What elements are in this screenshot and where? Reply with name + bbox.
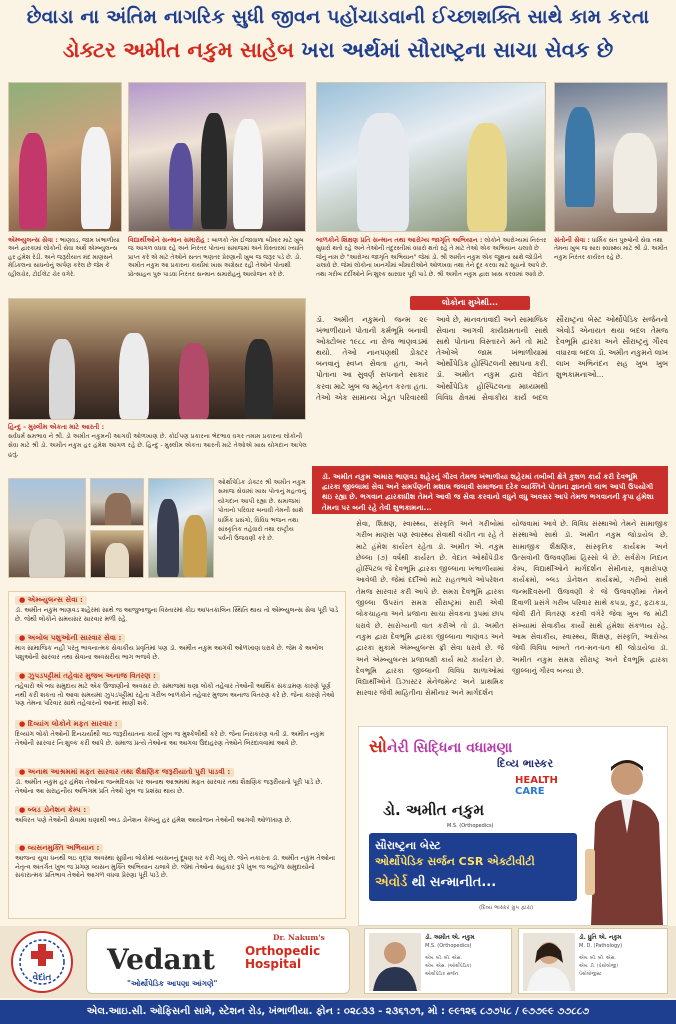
service-title: અબોલ પશુઓની સારવાર સેવા : <box>27 633 122 642</box>
award-line-2: ઓર્થોપેડિક સર્જન CSR એક્ટીવીટી <box>375 855 535 868</box>
award-title-big: સો <box>369 737 388 757</box>
service-title: વ્યસનમુક્તિ અભિયાન : <box>27 843 100 852</box>
caption-students <box>128 236 308 294</box>
doctor-2-avatar <box>523 933 575 991</box>
caption-education-title: બાળકોને શિક્ષણ પ્રતિ સન્માન તથા આરોગ્ય જાગૃતિ અભિયાન : <box>316 236 483 244</box>
caption-education-text: લોકોને આરોગ્યમાં નિરંતર સુધારો થતો રહે અને તેઓની તંદુરસ્તીમાં વધારો થતો રહે તે માટે તેઓ એક અભિયાન ચલાવે છે જેનું નામ છે "આરોગ્ય જાગૃતિ અભિયાન" જેમાં ડો. શ્રી અમીત નકુમ એક જૂથના સાથે જોડીને ચલાવે છે. જેમાં લોકોના ખાનગીમાં બીમારીઓને ઓળખવા તથા તેને દૂર કરવા માટે સૂચનો આપે છે. તથા ગરીબ દર્દીઓને નિઃશુલ્ક સારવાર પૂરી પાડે છે. શ્રી અમીત નકુમ દ્વારા ખાસ કરવામાં આવે છે. <box>316 237 548 278</box>
hospital-name: Vedant <box>107 943 215 976</box>
service-text: ડૉ. અમીત નકુમ ભાણવડ શહેરમાં સાથે જ આજુબાજુના વિસ્તારમાં કોઇ આપતકાલિન સ્થિતિ થાય તો એમ્બ્યુલન્સ સેવા પૂરી પાડે છે. જેથી લોકોને સમયસર સારવાર મળી રહે. <box>15 605 339 623</box>
hospital-type <box>245 945 320 971</box>
hospital-tagline: "ઓર્થોપેડિક આપણા આંગણે" <box>127 979 218 988</box>
caption-students-text: બાળકો તેમ ઈજાવાળા બીમાર માટે ખુબ જ આગળ વધવા રહે અને નિરંતર પોતાના સમાજમાં અને વિસ્તારમાં ખ્યાતિ પ્રાપ્ત કરે એ માટે તેઓને સતત ભણતર પ્રેરણાની ખુબ જ જરૂર પડે છે. ડો. અમીત નકુમ આ પ્રકારના કાર્યોમાં ખાસ અગ્રેસર રહી તેઓને પોતાથી પ્રોત્સાહન પુરું પાડવા નિરંતર સન્માન સમારોહનું આયોજન કરે છે. <box>128 237 304 278</box>
award-credit: (દિવ્ય ભાસ્કર ગ્રુપ દ્વારા) <box>479 905 534 911</box>
caption-unity <box>8 423 308 473</box>
doctor-card-2 <box>518 928 668 994</box>
caption-ambulance <box>8 236 124 294</box>
service-orphanage: ● અનાથ આશ્રમમાં મફત સારવાર તથા શૈક્ષણિક જરૂરીયાતો પુરી પાડવી : ડૉ. અમીત નકુમ હર હંમેશ તેઓના જન્મદિવસ પર અનાથ આશ્રમમાં મફત સારવાર તથા શૈક્ષણિક જરૂરીયાતો પૂરી પાડે છે. તેઓના આ સરાહનીય અભિગમ પ્રતિ તેઓ ખુબ જ પ્રશંસા થાય છે. <box>15 767 323 795</box>
service-text: તહેવારો એ બધ સમુદાય માટે એક ઉજાણીનો અવસર છે. સમાજમાં ઘણા લોકો તહેવાર તેઓની આર્થિક સંકડામણ કારણે પૂર્ણ નથી કરી શકતા તો આવા સમયમાં ઝુપડપટ્ટીમાં રહેતા ગરીબ બાળકોને તહેવાર મુજબ અનાજ વિતરણ કરે છે. જેના કારણે તેઓ પણ તેમના પરિવાર સાથે તહેવારનો આનંદ માણી શકે. <box>15 681 335 708</box>
photo-saints-service <box>554 82 668 232</box>
care-label: CARE <box>515 786 545 797</box>
photo-unity-aarti <box>8 298 306 420</box>
doctor-1-line: એમ. એસ. (ઓર્થોપેડિક) <box>425 964 472 969</box>
health-label: HEALTH <box>515 775 558 786</box>
award-word: એવોર્ડ <box>375 875 408 890</box>
hospital-word: Hospital <box>245 957 302 971</box>
award-line-3 <box>375 875 496 890</box>
doctor-1-avatar <box>369 933 421 991</box>
service-text: દિવ્યાંગ લોકો તેઓની દિનચર્યાથી લઇ જરૂરીયાતના કાર્યો ખુબ જ મુશ્કેલીથી કરે છે. જેના નિરાકરણ વતી ડૉ. અમીત નકુમ તેઓની સારવાર નિઃશુલ્ક કરી આપે છે. સમાજ પ્રત્યે તેઓના આ આગવા ઉદાહરણ તેઓને બિરદાવવામાં આવે છે. <box>15 729 325 747</box>
photo-ambulance <box>8 82 122 232</box>
doctor-1-degree: M.S. (Orthopedics) <box>425 943 472 949</box>
newspaper-logo: દિવ્ય ભાસ્કર <box>497 757 554 770</box>
caption-saints-text: ધાર્મિક સંત પુરુષોની સેવા તથા તેમના ખુબ જ સારા સ્વાસ્થ્ય માટે શ્રી ડો. અમીત નકુમ નિરંતર કાર્યરત રહે છે. <box>554 237 668 261</box>
headline-doctor-name: ડોક્ટર અમીત નકુમ સાહેબ <box>62 38 294 62</box>
service-text: અવિરત પણે તેઓની સેવામાં ઘણાથી બ્લડ ડોનેશન કેમ્પનું હર હંમેશ આયોજન તેઓની આગવી ઓળખાણ છે. <box>15 815 292 824</box>
photo-education-awareness <box>316 82 546 232</box>
headline-line-2 <box>0 38 676 63</box>
doctor-card-1 <box>364 928 512 994</box>
headline-subtitle: ખરા અર્થમાં સૌરાષ્ટ્રના સાચા સેવક છે <box>301 38 614 62</box>
service-ambulance: ● એમ્બ્યુલન્સ સેવા : ડૉ. અમીત નકુમ ભાણવડ શહેરમાં સાથે જ આજુબાજુના વિસ્તારમાં કોઇ આપતકાલિન સ્થિતિ થાય તો એમ્બ્યુલન્સ સેવા પૂરી પાડે છે. જેથી લોકોને સમયસર સારવાર મળી રહે. <box>15 595 339 623</box>
caption-saints <box>554 236 668 294</box>
doctor-2-line: એમ. ડી. (પેથોલોજી) <box>579 964 619 969</box>
body-column-1: સેવા, શિક્ષણ, સ્વાસ્થ્ય, સંસ્કૃતિ અને ગરીબોમાં ગરીબ માણસ પણ સ્વાસ્થ્ય સેવાથી વંચીત ના રહે તે માટે હંમેશ કાર્યરત રહેતા ડૉ. અમીત એ. નકુમ છેલ્લા (૭) વર્ષથી કાર્યરત છે. વેદાંત ઓર્થોપેડીક હોસ્પિટલ જે દેવભૂમિ દ્વારકા જીલ્લાના ખંભાળીયામાં આવેલી છે. જેમાં દર્દીઓ માટે રાહતભાવે ઓપરેશન તેમજ સારવાર કરી આપે છે. સમગ્ર દેવભૂમિ દ્વારકા જીલ્લા ઉપરાંત સમગ્ર સૌરાષ્ટ્રમાં સારી એવી લોકચાહના અને પ્રજાના સાચા સેવકના રૂપમાં છાપ ધરાવે છે. સારોગ્યની વાત કરીએ તો ડૉ. અમીત નકુમ દ્વારા દેવભૂમિ દ્વારકા જીલ્લાના ભાણવડ અને દ્વારકા મુકામે એમ્બ્યુલન્સ ફ્રી સેવા ધરાવે છે. જે અને એમ્બ્યુલન્સ પ્રજાલક્ષી કાર્ય માટે કાર્યરત છે. દેવભૂમિ દ્વારકા જીલ્લાની વિવિધ શાળાઓમાં વિદ્યાર્થીઓને ડિઝાસ્ટર મેનેજમેન્ટ અને પ્રાથમિક સારવાર જેવી માહિતીના સેમીનાર અને માર્ગદર્શન <box>356 519 504 698</box>
caption-education <box>316 236 548 294</box>
red-wishes-banner: ડૉ. અમીત નકુમ અમારા ભાણવડ શહેરનું ગૌરવ તેમજ ખંભાળીયા શહેરમાં તબીબી ક્ષેત્રે કુશળ કાર્ય કરી દેવભૂમિ દ્વારકા જીલ્લામાં સેવા અને સમર્પણની મશાલ જલાવી સમાજના દરેક વ્યક્તિને પોતાના જ્ઞાનનો લાભ આપી ઉપયોગી થઇ રહ્યા છે. ભગવાન દ્વારકાધીશ તેમને આવી જ સેવા કરવાનો વધુને વધુ અવસર આપે તેમજ ભગવાનની કૃપા હંમેશા તેમના પર બની રહે તેવી શુભકામના... <box>312 466 668 514</box>
doctor-2-degree: M. D. (Pathology) <box>579 943 623 949</box>
caption-religious-text: ઓર્થોપેડિક ડોક્ટર શ્રી અમીત નકુમ સમાજ સેવામાં ખાસ પોતાનું મહત્વનું યોગદાન આપી રહ્યા છે. સમાજમાં પોતાનો પરિવાર બનાવી તેમની સાથે ધાર્મિક પ્રસંગો, વિવિધ ભજન તથા સાંસ્કૃતિક તહેવારો તથા રાષ્ટ્રીય પર્વની ઉજવણી કરે છે. <box>218 479 307 543</box>
award-line-1: સૌરાષ્ટ્રના બેસ્ટ <box>375 839 441 852</box>
service-title: એમ્બ્યુલન્સ સેવા : <box>27 595 83 604</box>
vedant-emblem-logo <box>8 930 76 994</box>
health-care-logo <box>515 775 558 797</box>
photo-religious-3 <box>148 478 214 578</box>
award-honored: થી સન્માનીત... <box>407 875 497 890</box>
award-title <box>369 737 512 757</box>
award-title-rest: નેરી સિદ્ધિના વધામણા <box>387 740 513 756</box>
caption-unity-title: હિન્દુ - મુસ્લીમ એકતા માટે આરતી : <box>8 423 105 431</box>
doctor-1-line: ઓર્થોપેડિક સર્જન <box>425 972 459 977</box>
award-doctor-degree: M.S. (Orthopedics) <box>447 823 494 829</box>
service-title: દિવ્યાંગ લોકોને મફત સારવાર : <box>27 719 118 728</box>
doctor-1-name: ડૉ. અમીત એ. નકુમ <box>425 935 475 941</box>
caption-students-title: વિદ્યાર્થીઓને સન્માન સમારોહ : <box>128 236 210 244</box>
section-ribbon: લોકોના મુખેથી... <box>410 296 530 310</box>
service-title: અનાથ આશ્રમમાં મફત સારવાર તથા શૈક્ષણિક જરૂરીયાતો પુરી પાડવી : <box>27 767 231 776</box>
service-text: ડૉ. અમીત નકુમ હર હંમેશ તેઓના જન્મદિવસ પર અનાથ આશ્રમમાં મફત સારવાર તથા શૈક્ષણિક જરૂરીયાતો પૂરી પાડે છે. તેઓના આ સરાહનીય અભિગમ પ્રતિ તેઓ ખુબ જ પ્રશંસા થાય છે. <box>15 777 323 795</box>
emblem-text: વેદાંત <box>32 973 52 983</box>
doctor-2-name: ડૉ. ધ્રુતિ એ. નકુમ <box>579 935 622 941</box>
service-title: ઝુપડપટ્ટીમાં તહેવાર મુજબ અનાજ વિતરણ : <box>27 671 156 680</box>
photo-religious-4 <box>90 530 144 578</box>
photo-religious-1 <box>8 478 86 578</box>
award-doctor-name: ડો. અમીત નકુમ <box>383 801 485 819</box>
footer-address: એલ.આઇ.સી. ઓફિસની સામે, સ્ટેશન રોડ, ખંભાળીયા. ફોન : ૦૨૮૩૩ - ૨૩૬૧૭૧, મો : ૯૯૧૨૬ ૮૭૭૫૮ / ૯૭૭૯૯ ૭૭૮૮૭ <box>0 1000 676 1024</box>
service-title: બ્લડ ડોનેશન કેમ્પ : <box>27 805 87 814</box>
service-text: માત્ર સામાજિક નહી પરંતુ ભાવનાત્મક સેવાકીય પ્રવૃતિમાં પણ ડૉ. અમીત નકુમ આગવી ઓળખાણ ધરાવે છે. જેમ કે અબોલ પશુઓની સારવાર તથા સેવાના અવસરીય ભાગ ભજવે છે. <box>15 643 324 661</box>
service-text: આજના યુવા ધનથી લઇ વૃદ્ધા અવસ્થા સુધીના લોકોમાં વ્યસનનું દૂષણ ઘર કરી ગયું છે. જેને નકારતા ડૉ. અમીત નકુમ તેઓના નેતૃત્વ અંતર્ગત ખુબ જ પ્રગણ વ્યસન મુક્તિ અભિયાન ચલાવે છે. જેમાં તેઓના સહકાર રૂપે ખુબ જ બહોળા સમુદાયોનો સકારાત્મક પ્રતિભાવ તેઓને આગળ વધવા પ્રેરણા પૂરી પાડે છે. <box>15 853 336 880</box>
body-column-2: યોજવામાં આવે છે. વિવિધ સંસ્થાઓ તેમને સામાજીક સંસ્થાઓ સાથે ડૉ. અમીત નકુમ જોડાયેલ છે. સામાજીક શૈક્ષણિક, સાંસ્કૃતિક કાર્યક્રમ અને ઉત્સવોની ઉજવણીમાં હિસ્સો લે છે. સર્વરોગ નિદાન કેમ્પ, વિદ્યાર્થીઓને માર્ગદર્શન સેમીનાર, વૃક્ષારોપણ કાર્યક્રમો, બ્લડ ડોનેશન કાર્યક્રમો, ગરીબો સાથે જન્મદિવસની ઉજવણી કે જે ઉજવણીમાં તેમને દિવાળી પ્રસંગે ગરીબ પરિવાર સાથે કપડા, કુટ, ફટાકડા, જેવી રીતે વિતરણ કરવી વગેરે જેવા ખુબ જ મોટી સંખ્યામાં સેવાકીય કાર્યો સાથે હંમેશા સંકળાય રહે. આમ સેવાકીય, સ્વાસ્થ્ય, શિક્ષણ, સંસ્કૃતિ, આરોગ્ય જેવી વિવિધ બાબતે તન-મન-ધન થી જોડાયેલા ડૉ. અમીત નકુમ સમગ્ર સૌરાષ્ટ્ર અને દેવભૂમિ દ્વારકા જીલ્લાનું ગૌરવ બન્યા છે. <box>512 519 668 675</box>
doctor-1-line: એમ. બી. બી. એસ. <box>425 956 462 961</box>
people-intro-text: ડૉ. અમીત નકુમનો જન્મ ૨૯ ખંભાળીયાને પોતાની કર્મભૂમિ બનાવી ઓક્ટોબર ૧૯૮૮ ના રોજ ભાણવડમાં થયો. તેઓ નાનપણથી ડોક્ટર બનવાનું સ્વપ્ન સેવતા હતા, અને પોતાના આ સુવર્ણ સપનાને સાકાર કરવા માટે ખુબ જ મહેનત કરતા હતા. તેઓ એક સામાન્ય ખેડૂત પરિવારથી આવે છે, માનવતાવાદી અને સામાજિક સેવાના આગવી કાર્યક્ષમતાની સાથે સાથે પોતાના વિસ્તારને મને તો માટે તેઓએ જામ ખંભાળીયામાં ઓર્થોપેડિક હોસ્પિટલની સ્થાપના કરી. ડૉ. અમીત નકુમ દ્વારા વેદાંત ઓર્થોપેડિક હોસ્પિટલના માધ્યમથી વિવિધ ક્ષેત્રમાં સેવાકીય કાર્ય બદલ સૌરાષ્ટ્રના બેસ્ટ ઓર્થોપેડિક સર્જનનો એવોર્ડ એનાયત થયા બદલ તેમજ દેવભૂમિ દ્વારકા અને સૌરાષ્ટ્રનું ગૌરવ વધારવા બદલ ડૉ. અમીત નકુમને લાખ લાખ અભિનંદન સહ ખુબ ખુબ શુભકામનાઓ... <box>316 315 668 402</box>
photo-religious-2 <box>90 478 144 526</box>
hospital-logo <box>86 928 350 994</box>
service-de-addiction: ● વ્યસનમુક્તિ અભિયાન : આજના યુવા ધનથી લઇ વૃદ્ધા અવસ્થા સુધીના લોકોમાં વ્યસનનું દૂષણ ઘર કરી ગયું છે. જેને નકારતા ડૉ. અમીત નકુમ તેઓના નેતૃત્વ અંતર્ગત ખુબ જ પ્રગણ વ્યસન મુક્તિ અભિયાન ચલાવે છે. જેમાં તેઓના સહકાર રૂપે ખુબ જ બહોળા સમુદાયોનો સકારાત્મક પ્રતિભાવ તેઓને આગળ વધવા પ્રેરણા પૂરી પાડે છે. <box>15 843 336 880</box>
service-divyang-treatment: ● દિવ્યાંગ લોકોને મફત સારવાર : દિવ્યાંગ લોકો તેઓની દિનચર્યાથી લઇ જરૂરીયાતના કાર્યો ખુબ જ મુશ્કેલીથી કરે છે. જેના નિરાકરણ વતી ડૉ. અમીત નકુમ તેઓની સારવાર નિઃશુલ્ક કરી આપે છે. સમાજ પ્રત્યે તેઓના આ આગવા ઉદાહરણ તેઓને બિરદાવવામાં આવે છે. <box>15 719 325 747</box>
hospital-orthopedic: Orthopedic <box>245 944 321 958</box>
hospital-dr-label: Dr. Nakum's <box>273 933 325 942</box>
service-animal-care: ● અબોલ પશુઓની સારવાર સેવા : માત્ર સામાજિક નહી પરંતુ ભાવનાત્મક સેવાકીય પ્રવૃતિમાં પણ ડૉ. અમીત નકુમ આગવી ઓળખાણ ધરાવે છે. જેમ કે અબોલ પશુઓની સારવાર તથા સેવાના અવસરીય ભાગ ભજવે છે. <box>15 633 324 661</box>
caption-saints-title: સંતોની સેવા : <box>554 236 590 244</box>
service-grain-distribution: ● ઝુપડપટ્ટીમાં તહેવાર મુજબ અનાજ વિતરણ : તહેવારો એ બધ સમુદાય માટે એક ઉજાણીનો અવસર છે. સમાજમાં ઘણા લોકો તહેવાર તેઓની આર્થિક સંકડામણ કારણે પૂર્ણ નથી કરી શકતા તો આવા સમયમાં ઝુપડપટ્ટીમાં રહેતા ગરીબ બાળકોને તહેવાર મુજબ અનાજ વિતરણ કરે છે. જેના કારણે તેઓ પણ તેમના પરિવાર સાથે તહેવારનો આનંદ માણી શકે. <box>15 671 335 708</box>
caption-ambulance-title: એમ્બ્યુલન્સ સેવા : <box>8 236 58 244</box>
caption-unity-text: સર્વધર્મ સમભાવ ને શ્રી. ડો અમીત નકુમની આગવી ઓળખાણ છે. કોઈપણ પ્રકારના ભેદભાવ વગર તમામ પ્રકારના લોકોની સેવા માટે શ્રી ડો. અમીત નકુમ હર હંમેશ આગળ રહે છે. હિન્દુ - મુસ્લીમ એકતા આરતી માટે તેઓએ ખાસ યોગદાન આપેલ હતું. <box>8 433 307 458</box>
doctor-2-line: એમ. બી. બી. એસ. <box>579 956 616 961</box>
doctor-2-line: પેથોલોજીસ્ટ <box>579 972 602 977</box>
caption-ambulance-text: ભાણવડ, જામ ખંભાળીયા અને દ્વારકામાં લોકોની સેવા અર્થે એમ્બ્યુલન્સ હર હંમેશ રેડી. અને જરૂરીયાત મંદ માણસને મેડિકલના સાધનોનું અર્પણ કરેલ છે જેમ કે વ્હીલચેર, ટોઈલેટ ચેર વગેરે. <box>8 237 120 278</box>
caption-religious <box>218 478 308 582</box>
services-box <box>8 591 346 919</box>
photo-students-felicitation <box>128 82 306 232</box>
service-blood-donation: ● બ્લડ ડોનેશન કેમ્પ : અવિરત પણે તેઓની સેવામાં ઘણાથી બ્લડ ડોનેશન કેમ્પનું હર હંમેશ આયોજન તેઓની આગવી ઓળખાણ છે. <box>15 805 292 824</box>
doctor-portrait <box>581 753 665 925</box>
headline-line-1: છેવાડા ના અંતિમ નાગરિક સુધી જીવન પહોંચાડવાની ઈચ્છાશક્તિ સાથે કામ કરતા <box>26 6 650 28</box>
award-box <box>358 726 668 926</box>
